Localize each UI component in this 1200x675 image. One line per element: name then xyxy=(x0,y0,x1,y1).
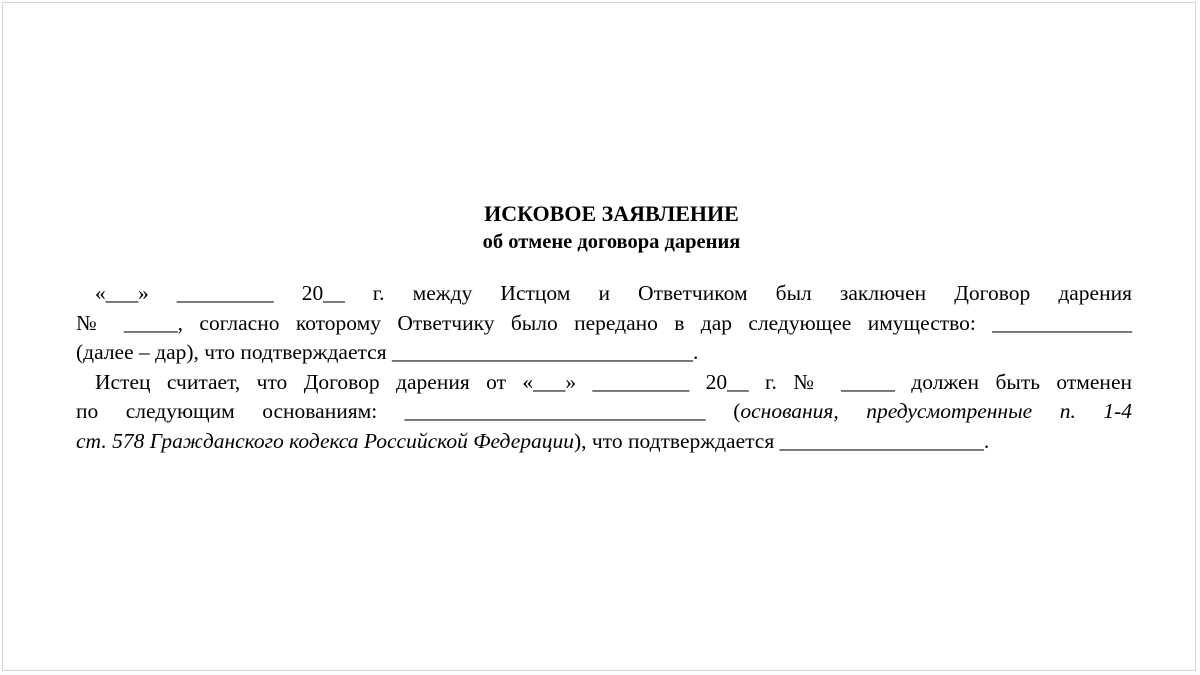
paragraph-1-line-2: № _____, согласно которому Ответчику было передано в дар следующее имущество: _____________ xyxy=(76,310,1132,335)
document-frame xyxy=(2,2,1196,671)
paragraph-1-line-3: (далее – дар), что подтверждается ____________________________. xyxy=(76,340,699,364)
paragraph-2-line-2-italic: основания, предусмотренные п. 1-4 xyxy=(740,399,1132,423)
paragraph-2-line-2 xyxy=(76,397,1132,427)
paragraph-2-line-3-italic: ст. 578 Гражданского кодекса Российской Федерации xyxy=(76,428,574,453)
paragraph-2-line-3-text: ), что подтверждается ___________________. xyxy=(574,428,990,453)
paragraph-1-line-1: «___» _________ 20__ г. между Истцом и Ответчиком был заключен Договор дарения xyxy=(95,281,1132,305)
document-page xyxy=(76,199,1132,456)
paragraph-2-line-1: Истец считает, что Договор дарения от «___» _________ 20__ г. № _____ должен быть отменен xyxy=(95,369,1132,394)
document-title: ИСКОВОЕ ЗАЯВЛЕНИЕ xyxy=(484,201,739,226)
document-body xyxy=(76,279,1132,456)
paragraph-2-line-2-text: по следующим основаниям: ____________________________ ( xyxy=(76,399,741,423)
document-subtitle: об отмене договора дарения xyxy=(482,231,741,253)
paragraph-2-line-3 xyxy=(76,427,1132,457)
